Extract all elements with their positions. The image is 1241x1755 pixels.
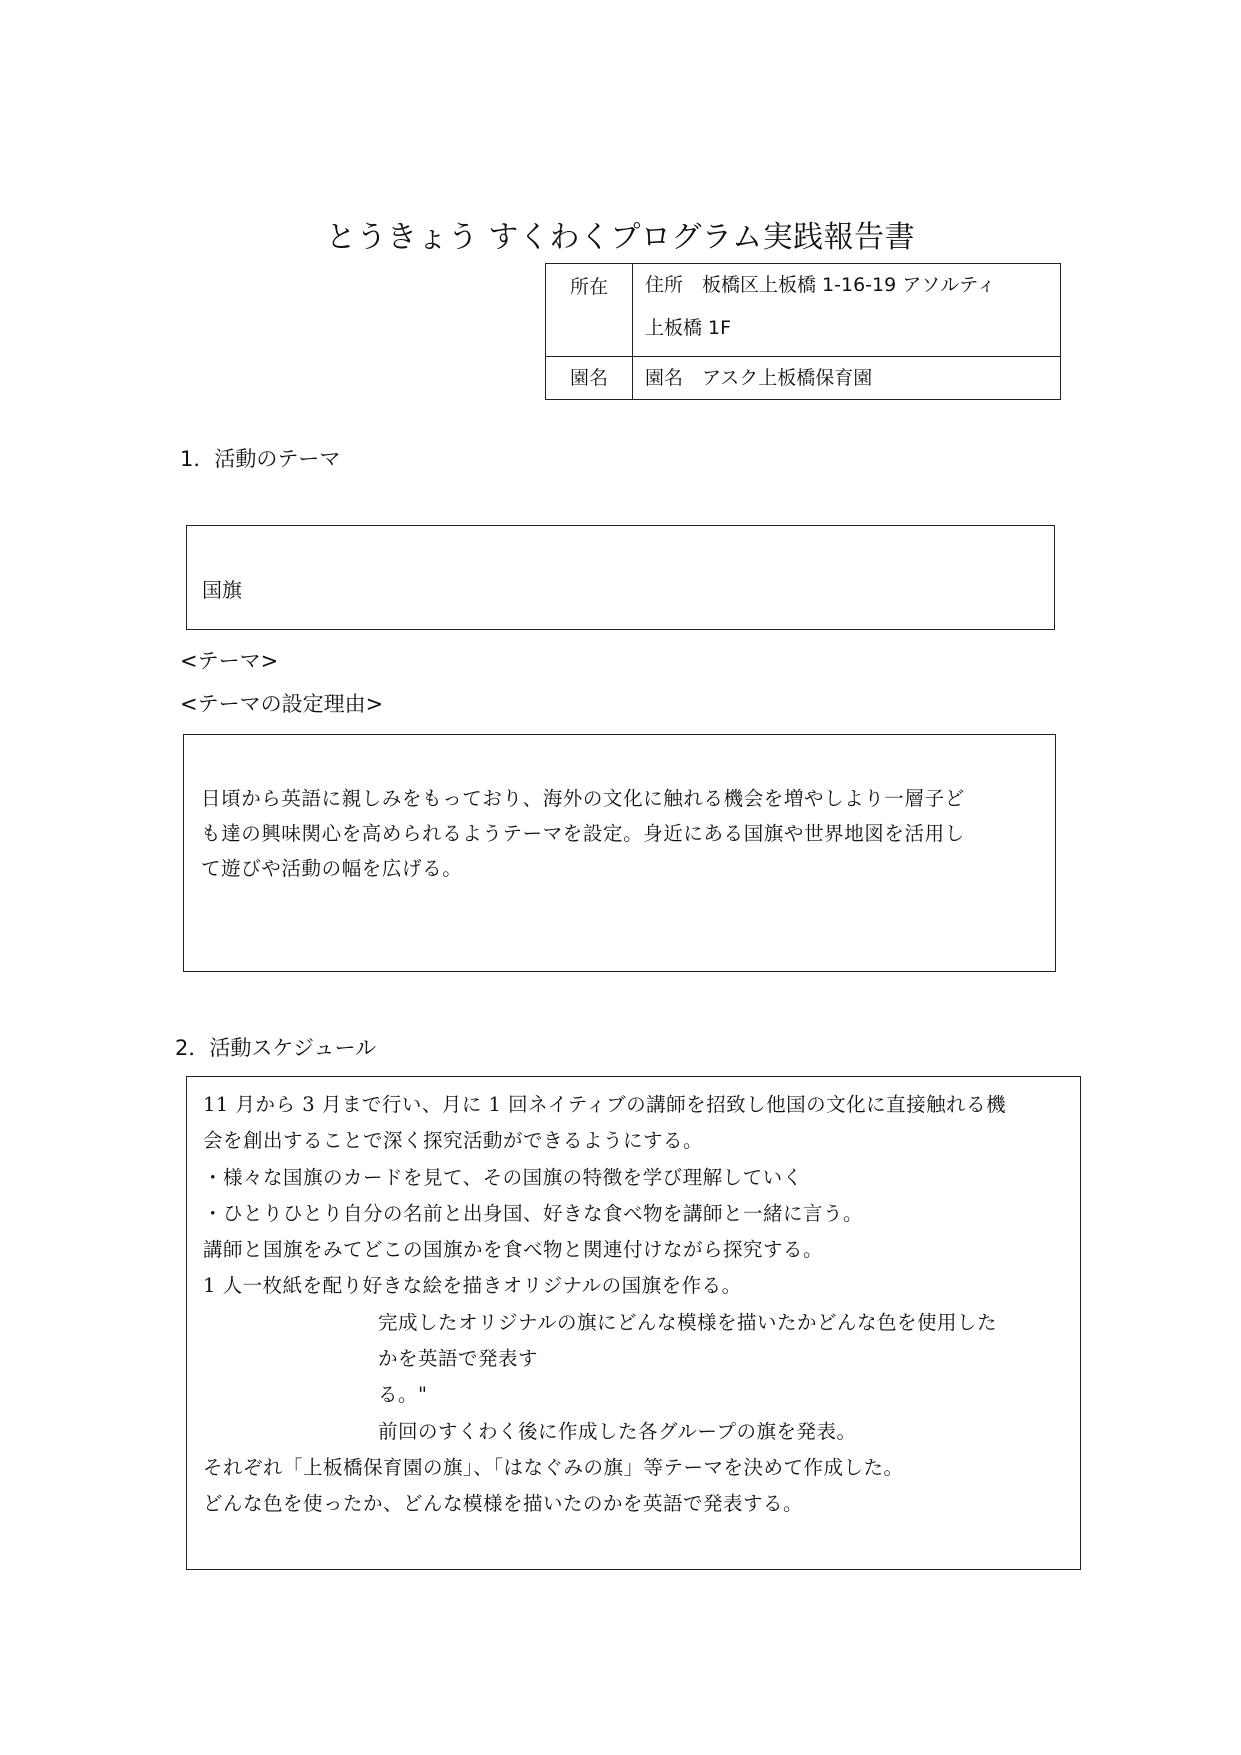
schedule-line: ・様々な国旗のカードを見て、その国旗の特徴を学び理解していく xyxy=(203,1165,803,1189)
schedule-line: 会を創出することで深く探究活動ができるようにする。 xyxy=(203,1129,704,1153)
schedule-line: どんな色を使ったか、どんな模様を描いたのかを英語で発表する。 xyxy=(203,1492,804,1516)
location-label: 所在 xyxy=(546,264,633,357)
page-title: とうきょう すくわくプログラム実践報告書 xyxy=(325,220,916,255)
name-value: 園名 アスク上板橋保育園 xyxy=(633,357,1061,400)
reason-line: て遊びや活動の幅を広げる。 xyxy=(201,857,463,880)
info-row-location xyxy=(546,264,1061,357)
info-table xyxy=(545,263,1061,400)
theme-value: 国旗 xyxy=(202,578,242,602)
schedule-line: る。" xyxy=(378,1383,428,1407)
schedule-line: 1 人一枚紙を配り好きな絵を描きオリジナルの国旗を作る。 xyxy=(203,1274,742,1298)
info-row-name xyxy=(546,357,1061,400)
schedule-line: 11 月から 3 月まで行い、月に 1 回ネイティブの講師を招致し他国の文化に直接触れる機 xyxy=(203,1093,1007,1116)
schedule-text xyxy=(203,1087,1006,1523)
schedule-line: ・ひとりひとり自分の名前と出身国、好きな食べ物を講師と一緒に言う。 xyxy=(203,1201,864,1225)
schedule-line: それぞれ「上板橋保育園の旗」、「はなぐみの旗」等テーマを決めて作成した。 xyxy=(203,1455,904,1479)
name-label: 園名 xyxy=(546,357,633,400)
schedule-line: 完成したオリジナルの旗にどんな模様を描いたかどんな色を使用した xyxy=(378,1310,998,1334)
theme-label: <テーマ> xyxy=(180,649,279,673)
location-line1: 住所 板橋区上板橋 1-16-19 アソルティ xyxy=(645,274,996,296)
reason-box xyxy=(183,734,1056,972)
section2-heading: 2．活動スケジュール xyxy=(175,1036,377,1060)
location-value xyxy=(633,264,1061,357)
section1-heading: 1．活動のテーマ xyxy=(180,447,341,471)
reason-text xyxy=(201,781,965,886)
schedule-line: かを英語で発表す xyxy=(378,1347,539,1371)
reason-line: 日頃から英語に親しみをもっており、海外の文化に触れる機会を増やしより一層子ど xyxy=(201,787,965,810)
reason-line: も達の興味関心を高められるようテーマを設定。身近にある国旗や世界地図を活用し xyxy=(201,822,965,845)
schedule-line: 講師と国旗をみてどこの国旗かを食べ物と関連付けながら探究する。 xyxy=(203,1238,824,1262)
location-line2: 上板橋 1F xyxy=(645,317,732,339)
schedule-box xyxy=(186,1076,1081,1570)
schedule-line: 前回のすくわく後に作成した各グループの旗を発表。 xyxy=(378,1419,857,1443)
theme-box xyxy=(186,525,1055,630)
reason-label: <テーマの設定理由> xyxy=(180,692,384,716)
